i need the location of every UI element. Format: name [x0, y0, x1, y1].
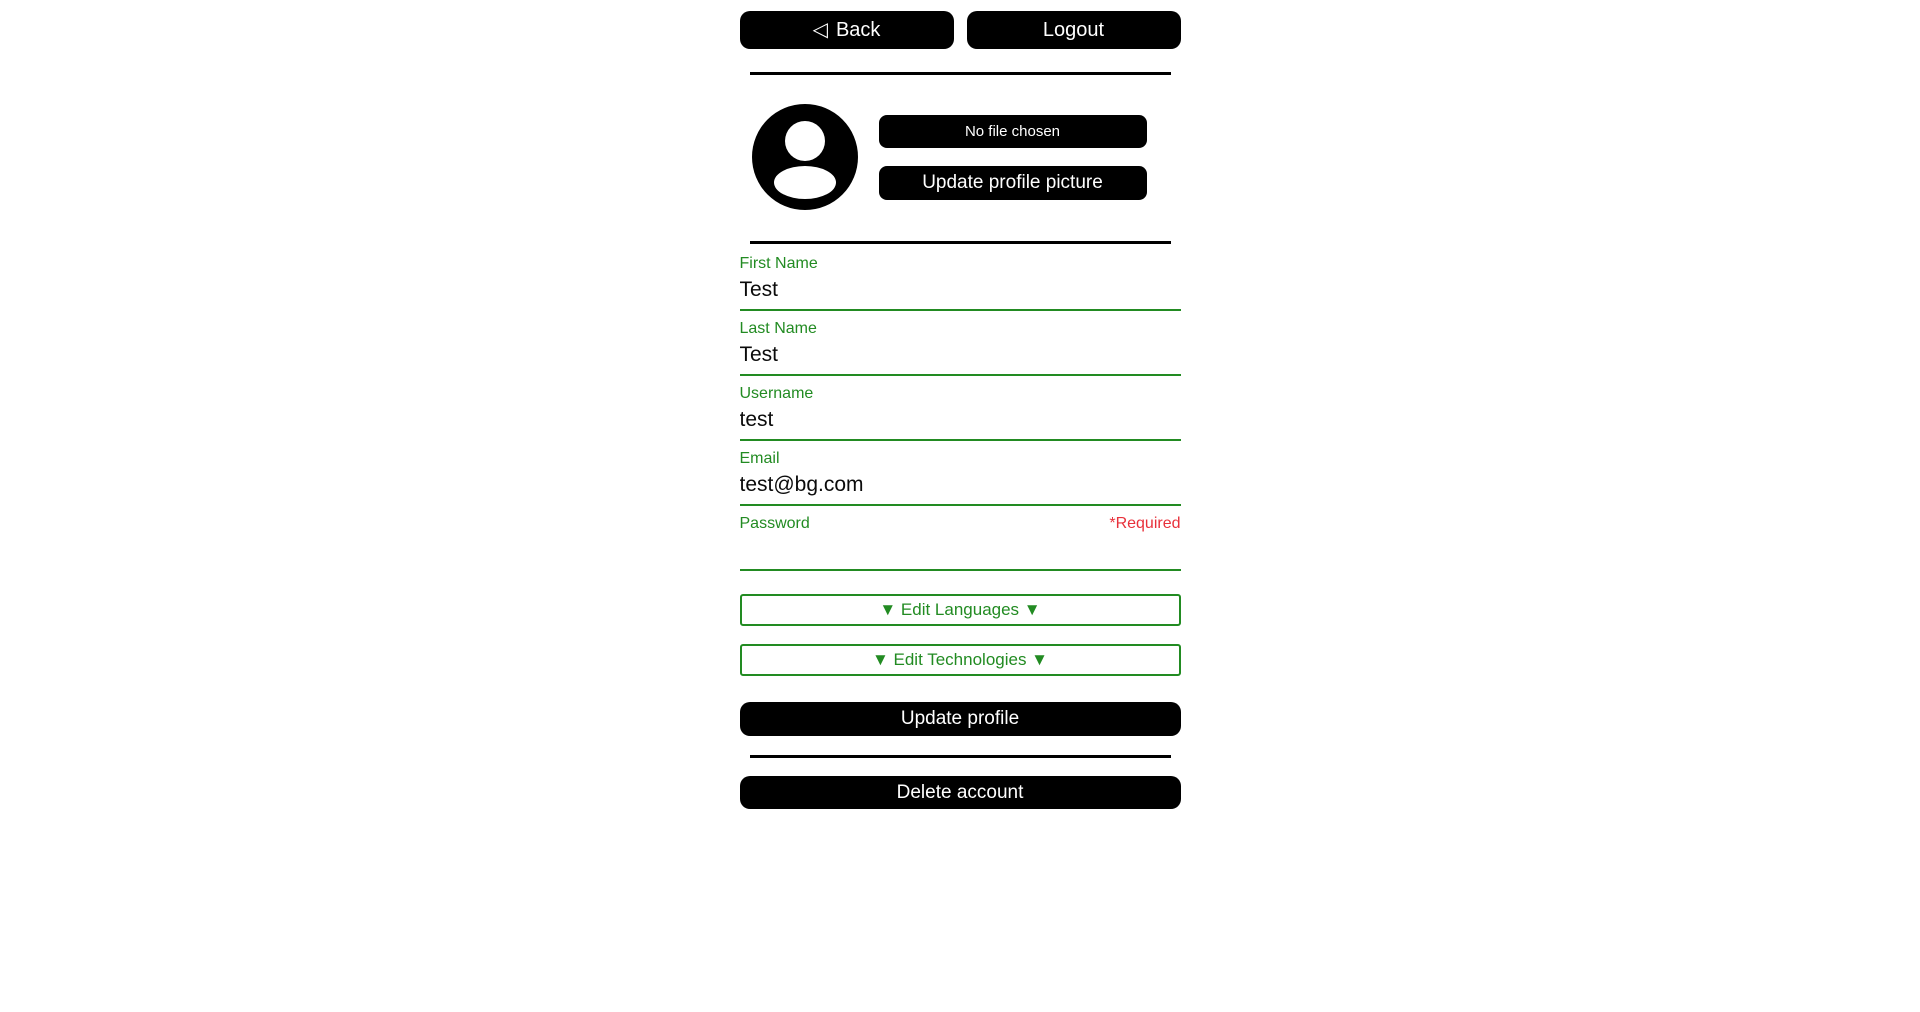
header-button-row	[740, 11, 1181, 49]
profile-form	[740, 246, 1181, 571]
person-icon	[785, 121, 825, 161]
update-picture-button-label: Update profile picture	[922, 171, 1103, 193]
profile-page	[740, 0, 1181, 809]
edit-technologies-label: ▼ Edit Technologies ▼	[871, 650, 1049, 669]
avatar	[752, 104, 858, 210]
email-input[interactable]	[740, 471, 1181, 498]
delete-account-button[interactable]	[740, 776, 1181, 809]
password-field	[740, 506, 1181, 571]
first-name-label: First Name	[739, 255, 818, 272]
update-picture-button[interactable]	[879, 166, 1147, 200]
section-divider	[750, 72, 1171, 75]
password-label: Password	[739, 515, 810, 532]
last-name-field	[740, 311, 1181, 376]
file-input-status: No file chosen	[964, 122, 1061, 140]
profile-picture-section	[740, 104, 1181, 210]
username-label: Username	[739, 385, 814, 402]
username-field	[740, 376, 1181, 441]
update-profile-label: Update profile	[900, 708, 1020, 729]
password-input[interactable]	[740, 536, 1181, 563]
last-name-input[interactable]	[740, 341, 1181, 368]
person-icon-torso	[774, 166, 836, 199]
last-name-label: Last Name	[739, 320, 817, 337]
logout-button[interactable]	[967, 11, 1181, 49]
back-button-label: Back	[835, 18, 881, 41]
email-label: Email	[739, 450, 780, 467]
email-field	[740, 441, 1181, 506]
back-button[interactable]	[740, 11, 954, 49]
logout-button-label: Logout	[1042, 18, 1105, 41]
update-profile-button[interactable]	[740, 702, 1181, 736]
section-divider	[750, 241, 1171, 244]
edit-technologies-button[interactable]	[740, 644, 1181, 676]
username-input[interactable]	[740, 406, 1181, 433]
section-divider	[750, 755, 1171, 758]
delete-account-label: Delete account	[896, 781, 1024, 803]
back-arrow-icon: ◁	[812, 19, 828, 41]
edit-languages-button[interactable]	[740, 594, 1181, 626]
first-name-field	[740, 246, 1181, 311]
edit-languages-label: ▼ Edit Languages ▼	[879, 600, 1041, 619]
first-name-input[interactable]	[740, 276, 1181, 303]
file-input-button[interactable]	[879, 115, 1147, 148]
picture-controls	[879, 115, 1147, 200]
required-note: *Required	[1109, 515, 1181, 532]
